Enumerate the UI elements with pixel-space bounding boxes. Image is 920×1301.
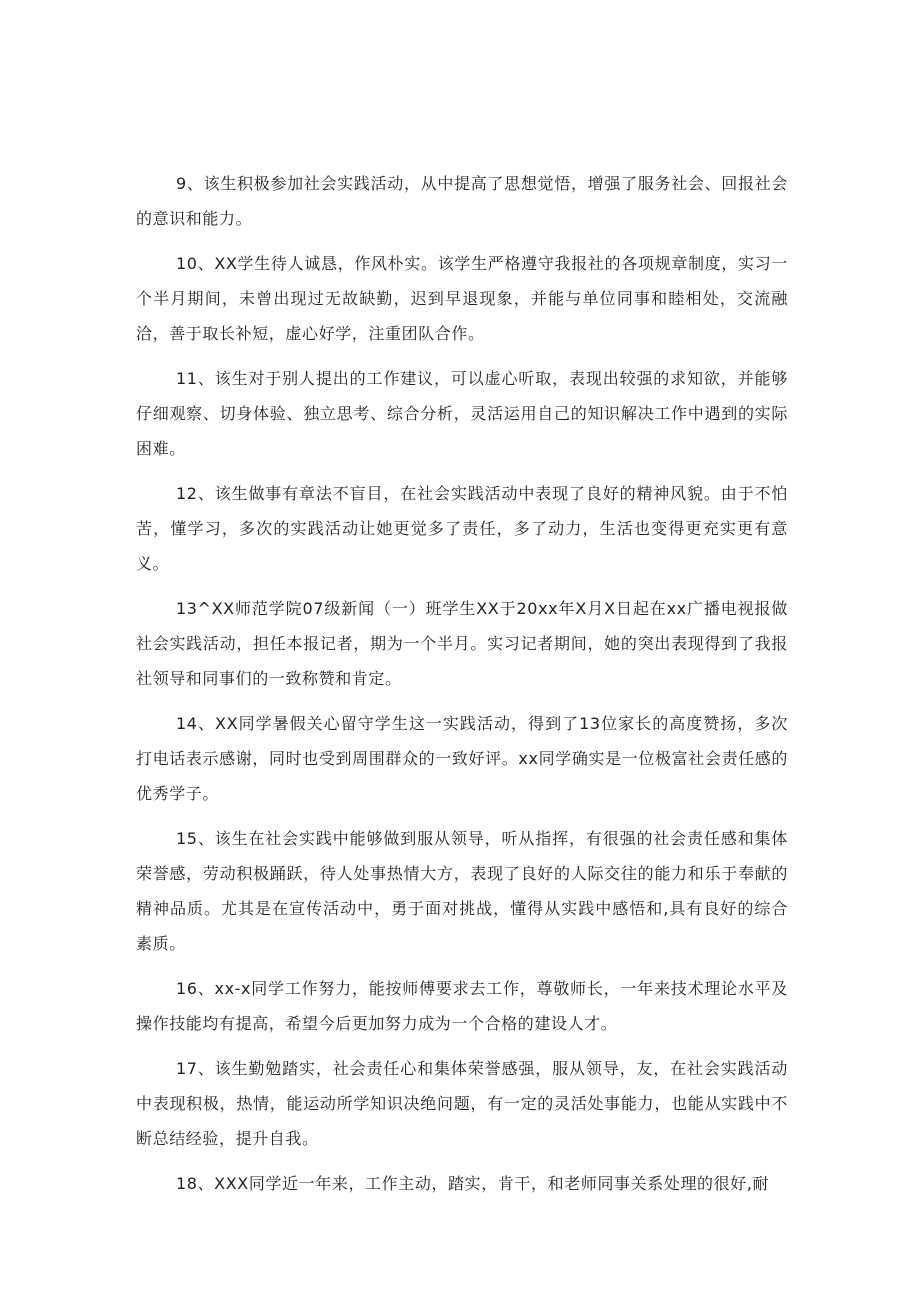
paragraph-16: 16、xx-x同学工作努力，能按师傅要求去工作，尊敬师长，一年来技术理论水平及操作技能均有提高，希望今后更加努力成为一个合格的建设人才。 [136,979,788,1033]
document-body [136,166,788,1211]
paragraph-10: 10、XX学生待人诚恳，作风朴实。该学生严格遵守我报社的各项规章制度，实习一个半月期间，未曾出现过无故缺勤，迟到早退现象，并能与单位同事和睦相处，交流融洽，善于取长补短，虚心好学，注重团队合作。 [136,254,788,343]
paragraph-17: 17、该生勤勉踏实，社会责任心和集体荣誉感强，服从领导，友，在社会实践活动中表现积极，热情，能运动所学知识决绝问题，有一定的灵活处事能力，也能从实践中不断总结经验，提升自我。 [136,1059,788,1148]
paragraph-18: 18、XXX同学近一年来，工作主动，踏实，肯干，和老师同事关系处理的很好,耐 [176,1174,770,1193]
paragraph-13: 13^XX师范学院07级新闻（一）班学生XX于20xx年X月X日起在xx广播电视报做社会实践活动，担任本报记者，期为一个半月。实习记者期间，她的突出表现得到了我报社领导和同事们的一致称赞和肯定。 [136,599,788,688]
paragraph-9: 9、该生积极参加社会实践活动，从中提高了思想觉悟，增强了服务社会、回报社会的意识和能力。 [136,174,788,228]
paragraph-12: 12、该生做事有章法不盲目，在社会实践活动中表现了良好的精神风貌。由于不怕苦，懂学习，多次的实践活动让她更觉多了责任，多了动力，生活也变得更充实更有意义。 [136,484,788,573]
paragraph-11: 11、该生对于别人提出的工作建议，可以虚心听取，表现出较强的求知欲，并能够仔细观察、切身体验、独立思考、综合分析，灵活运用自己的知识解决工作中遇到的实际困难。 [136,369,788,458]
paragraph-14: 14、XX同学暑假关心留守学生这一实践活动，得到了13位家长的高度赞扬，多次打电话表示感谢，同时也受到周围群众的一致好评。xx同学确实是一位极富社会责任感的优秀学子。 [136,714,788,803]
paragraph-15: 15、该生在社会实践中能够做到服从领导，听从指挥，有很强的社会责任感和集体荣誉感，劳动积极踊跃，待人处事热情大方，表现了良好的人际交往的能力和乐于奉献的精神品质。尤其是在宣传活动中，勇于面对挑战，懂得从实践中感悟和,具有良好的综合素质。 [136,829,788,953]
